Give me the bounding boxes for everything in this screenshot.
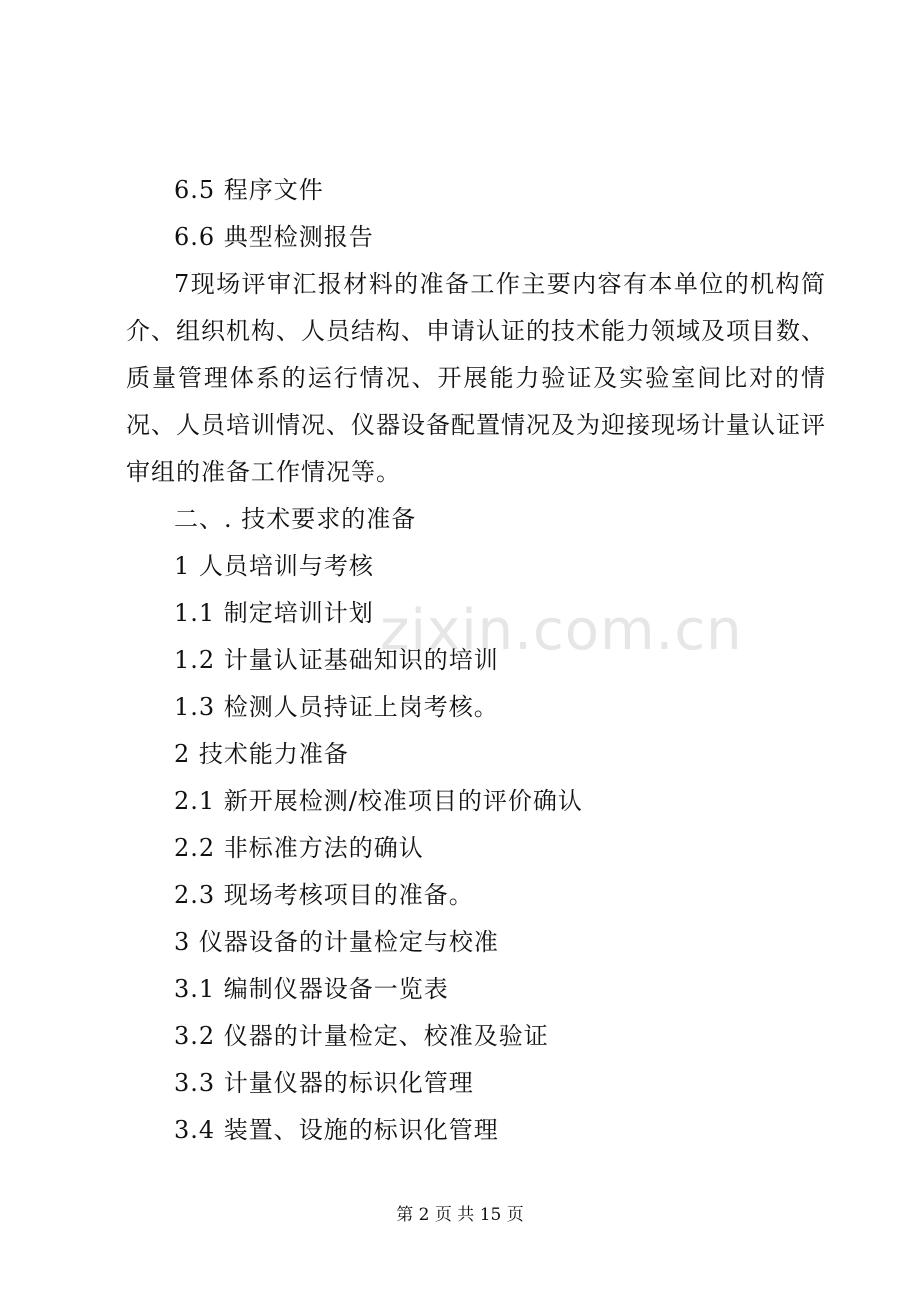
text-line: 3 仪器设备的计量检定与校准 bbox=[174, 928, 499, 956]
text-line: 2.3 现场考核项目的准备。 bbox=[174, 881, 474, 909]
text-line: 2.2 非标准方法的确认 bbox=[174, 834, 424, 862]
watermark: zixin.com.cn bbox=[380, 598, 743, 663]
text-line: 3.3 计量仪器的标识化管理 bbox=[174, 1069, 474, 1097]
text-line: 3.4 装置、设施的标识化管理 bbox=[174, 1116, 499, 1144]
document-body bbox=[126, 167, 826, 1154]
page-footer: 第 2 页 共 15 页 bbox=[396, 1205, 524, 1225]
text-line: 2.1 新开展检测/校准项目的评价确认 bbox=[174, 787, 583, 815]
text-line: 6.5 程序文件 bbox=[174, 176, 324, 204]
section-heading: 二、. 技术要求的准备 bbox=[174, 505, 417, 533]
text-line: 1.2 计量认证基础知识的培训 bbox=[174, 646, 499, 674]
text-line: 1.3 检测人员持证上岗考核。 bbox=[174, 693, 499, 721]
text-line: 1.1 制定培训计划 bbox=[174, 599, 374, 627]
text-line: 1 人员培训与考核 bbox=[174, 552, 374, 580]
text-line: 6.6 典型检测报告 bbox=[174, 223, 374, 251]
text-line: 3.1 编制仪器设备一览表 bbox=[174, 975, 449, 1003]
text-line: 3.2 仪器的计量检定、校准及验证 bbox=[174, 1022, 549, 1050]
text-line: 2 技术能力准备 bbox=[174, 740, 349, 768]
paragraph: 7现场评审汇报材料的准备工作主要内容有本单位的机构简介、组织机构、人员结构、申请认证的技术能力领域及项目数、质量管理体系的运行情况、开展能力验证及实验室间比对的情况、人员培训情况、仪器设备配置情况及为迎接现场计量认证评审组的准备工作情况等。 bbox=[126, 270, 826, 486]
